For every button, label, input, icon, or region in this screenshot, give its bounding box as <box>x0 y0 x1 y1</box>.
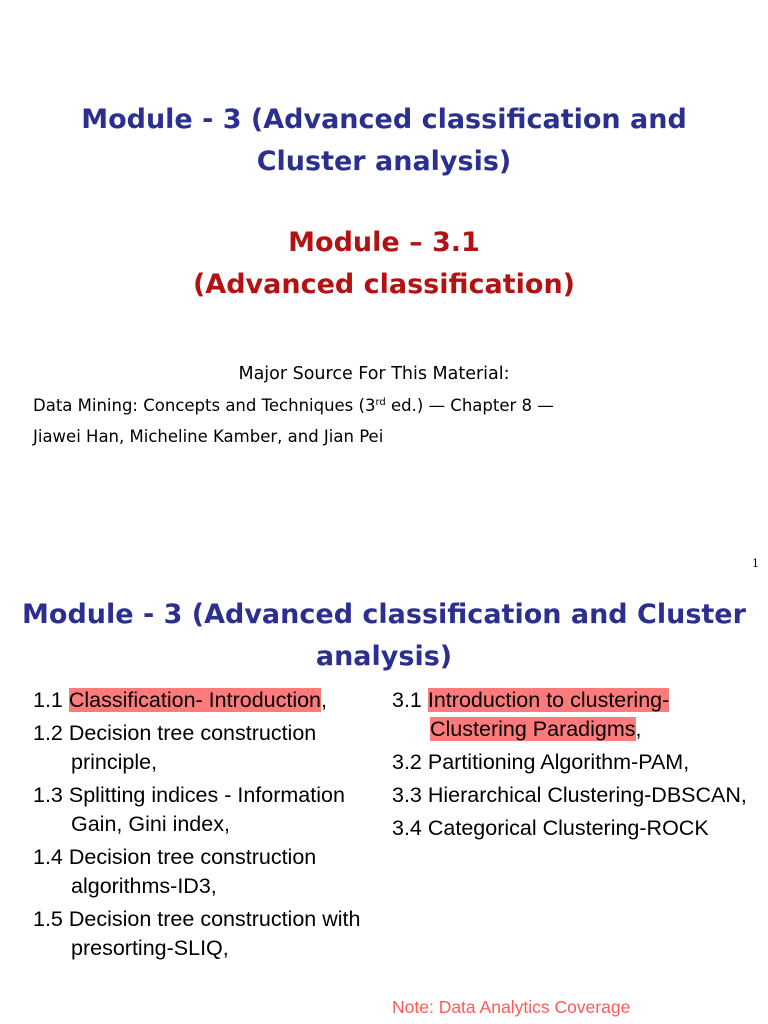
item-text: Splitting indices - Information Gain, Gini index, <box>68 783 345 836</box>
item-suffix: , <box>321 688 328 712</box>
slide-1-subtitle-line-2: (Advanced classification) <box>192 269 576 300</box>
list-item <box>392 748 762 777</box>
coverage-note: Note: Data Analytics Coverage <box>392 997 631 1017</box>
source-book-line <box>33 396 554 415</box>
list-item <box>33 905 373 963</box>
source-book-edition-sup: rd <box>375 397 386 408</box>
list-item <box>392 814 762 843</box>
item-number: 3.2 <box>392 750 422 774</box>
item-number: 1.3 <box>33 783 63 807</box>
item-number: 3.3 <box>392 783 422 807</box>
source-book-text-b: ed.) — Chapter 8 — <box>385 396 554 415</box>
left-topic-list <box>33 686 373 967</box>
source-book-text-a: Data Mining: Concepts and Techniques (3 <box>33 396 376 415</box>
item-text: Partitioning Algorithm-PAM, <box>427 750 690 774</box>
item-number: 1.5 <box>33 907 63 931</box>
item-number: 1.2 <box>33 721 63 745</box>
source-heading: Major Source For This Material: <box>238 364 510 384</box>
slide-2-title-line-1: Module - 3 (Advanced classification and Cluster <box>22 599 746 630</box>
list-item <box>33 781 373 839</box>
item-number: 3.4 <box>392 816 422 840</box>
slide-1-title <box>0 99 768 183</box>
list-item <box>33 719 373 777</box>
item-text: Decision tree construction principle, <box>68 721 317 774</box>
page-number: 1 <box>752 557 759 570</box>
slide-2-title <box>0 594 768 678</box>
slide-1-title-line-1: Module - 3 (Advanced classification and <box>81 104 687 135</box>
list-item <box>392 781 762 810</box>
right-topic-list <box>392 686 762 847</box>
item-suffix: , <box>635 717 642 741</box>
slide-1-subtitle-line-1: Module – 3.1 <box>288 227 480 258</box>
highlighted-topic: Introduction to clustering-Clustering Paradigms <box>427 688 670 741</box>
source-authors-line: Jiawei Han, Micheline Kamber, and Jian Pei <box>33 427 384 446</box>
item-number: 1.1 <box>33 688 63 712</box>
highlighted-topic: Classification- Introduction <box>68 688 322 712</box>
list-item <box>392 686 762 744</box>
item-text: Categorical Clustering-ROCK <box>427 816 709 840</box>
list-item <box>33 843 373 901</box>
item-text: Hierarchical Clustering-DBSCAN, <box>427 783 747 807</box>
list-item <box>33 686 373 715</box>
slide-1-subtitle <box>0 222 768 306</box>
slide-2-title-line-2: analysis) <box>315 641 453 672</box>
item-text: Decision tree construction with presorting-SLIQ, <box>68 907 361 960</box>
slide-2 <box>0 580 768 1024</box>
item-text: Decision tree construction algorithms-ID3, <box>68 845 317 898</box>
item-number: 1.4 <box>33 845 63 869</box>
item-number: 3.1 <box>392 688 422 712</box>
slide-1-title-line-2: Cluster analysis) <box>256 146 512 177</box>
